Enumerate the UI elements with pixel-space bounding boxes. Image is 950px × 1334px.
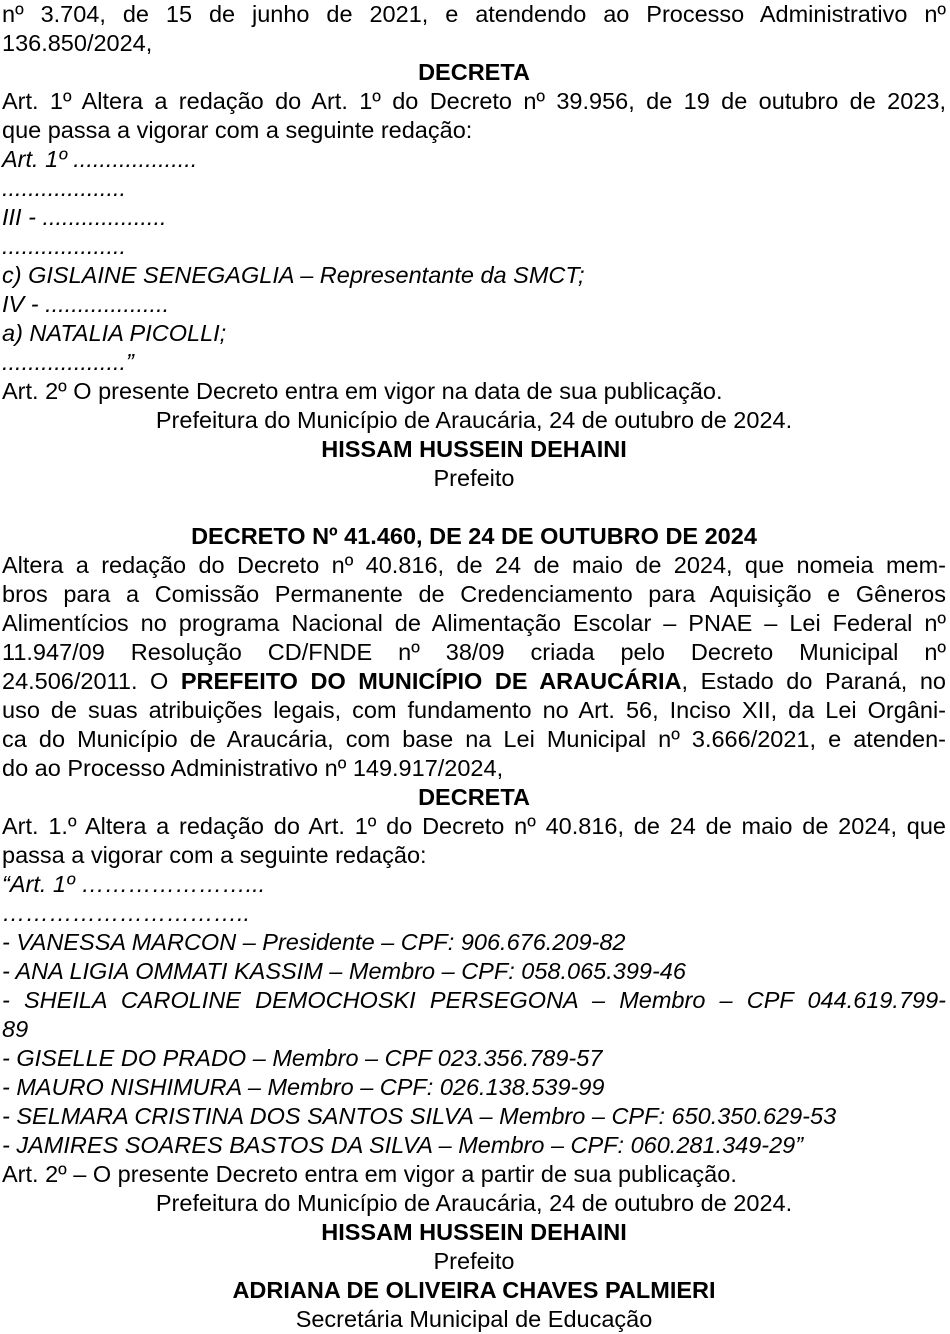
member-line: - VANESSA MARCON – Presidente – CPF: 906.676.209-82: [2, 929, 626, 955]
quoted-line: ...................: [2, 233, 127, 259]
mayor-title: PREFEITO DO MUNICÍPIO DE ARAUCÁRIA: [180, 668, 682, 694]
quoted-line: IV - ...................: [2, 291, 170, 317]
secretary-role: Secretária Municipal de Educação: [295, 1306, 653, 1332]
member-line: - MAURO NISHIMURA – Membro – CPF: 026.138.539-99: [2, 1074, 605, 1100]
decreta-heading: DECRETA: [418, 784, 530, 810]
quoted-line: ...................: [2, 175, 127, 201]
decree-title: DECRETO Nº 41.460, DE 24 DE OUTUBRO DE 2024: [191, 523, 757, 549]
quoted-line: c) GISLAINE SENEGAGLIA – Representante da SMCT;: [2, 262, 585, 288]
preamble-line: do ao Processo Administrativo nº 149.917/2024,: [2, 755, 504, 781]
secretary-name: ADRIANA DE OLIVEIRA CHAVES PALMIERI: [232, 1277, 716, 1303]
member-line: - ANA LIGIA OMMATI KASSIM – Membro – CPF: 058.065.399-46: [2, 958, 686, 984]
article-1-text: Art. 1.º Altera a redação do Art. 1º do Decreto nº 40.816, de 24 de maio de 2024, que: [2, 813, 946, 839]
preamble-text: , Estado do Paraná, no: [681, 668, 946, 694]
signer-role: Prefeito: [433, 465, 515, 491]
preamble-line: ca do Município de Araucária, com base na Lei Municipal nº 3.666/2021, e atenden-: [2, 726, 946, 752]
quoted-line: Art. 1º ...................: [2, 146, 198, 172]
decree-block-1: [2, 0, 946, 493]
quoted-line: a) NATALIA PICOLLI;: [2, 320, 227, 346]
signer-role: Prefeito: [433, 1248, 515, 1274]
preamble-line: [2, 667, 946, 696]
quoted-line: …………………………..: [2, 900, 251, 926]
preamble-line: 11.947/09 Resolução CD/FNDE nº 38/09 criada pelo Decreto Municipal nº: [2, 639, 946, 665]
preamble-line: bros para a Comissão Permanente de Credenciamento para Aquisição e Gêneros: [2, 581, 946, 607]
article-2-text: Art. 2º O presente Decreto entra em vigor na data de sua publicação.: [2, 378, 723, 404]
decreta-heading: DECRETA: [418, 59, 530, 85]
article-1-text: passa a vigorar com a seguinte redação:: [2, 842, 427, 868]
preamble-line: Altera a redação do Decreto nº 40.816, de 24 de maio de 2024, que nomeia mem-: [2, 552, 946, 578]
member-line: 89: [2, 1016, 29, 1042]
signer-name: HISSAM HUSSEIN DEHAINI: [321, 436, 627, 462]
quoted-line: “Art. 1º …………………...: [2, 871, 266, 897]
preamble-line: Alimentícios no programa Nacional de Alimentação Escolar – PNAE – Lei Federal nº: [2, 610, 946, 636]
preamble-text: 24.506/2011. O: [2, 668, 181, 694]
quoted-line: III - ...................: [2, 204, 167, 230]
place-date: Prefeitura do Município de Araucária, 24 de outubro de 2024.: [155, 1190, 793, 1216]
member-line: - GISELLE DO PRADO – Membro – CPF 023.356.789-57: [2, 1045, 603, 1071]
article-1-text: que passa a vigorar com a seguinte redação:: [2, 117, 473, 143]
intro-line: 136.850/2024,: [2, 30, 153, 56]
place-date: Prefeitura do Município de Araucária, 24 de outubro de 2024.: [155, 407, 793, 433]
preamble-line: uso de suas atribuições legais, com fundamento no Art. 56, Inciso XII, da Lei Orgâni-: [2, 697, 946, 723]
member-line: - SELMARA CRISTINA DOS SANTOS SILVA – Membro – CPF: 650.350.629-53: [2, 1103, 837, 1129]
member-line: - JAMIRES SOARES BASTOS DA SILVA – Membro – CPF: 060.281.349-29”: [2, 1132, 804, 1158]
article-1-text: Art. 1º Altera a redação do Art. 1º do Decreto nº 39.956, de 19 de outubro de 2023,: [2, 88, 946, 114]
quoted-line: ...................”: [2, 349, 134, 375]
intro-line: nº 3.704, de 15 de junho de 2021, e atendendo ao Processo Administrativo nº: [2, 1, 946, 27]
article-2-text: Art. 2º – O presente Decreto entra em vigor a partir de sua publicação.: [2, 1161, 737, 1187]
member-line: - SHEILA CAROLINE DEMOCHOSKI PERSEGONA – Membro – CPF 044.619.799-: [2, 987, 946, 1013]
signer-name: HISSAM HUSSEIN DEHAINI: [321, 1219, 627, 1245]
section-spacer: [2, 493, 946, 522]
decree-block-2: [2, 522, 946, 1334]
